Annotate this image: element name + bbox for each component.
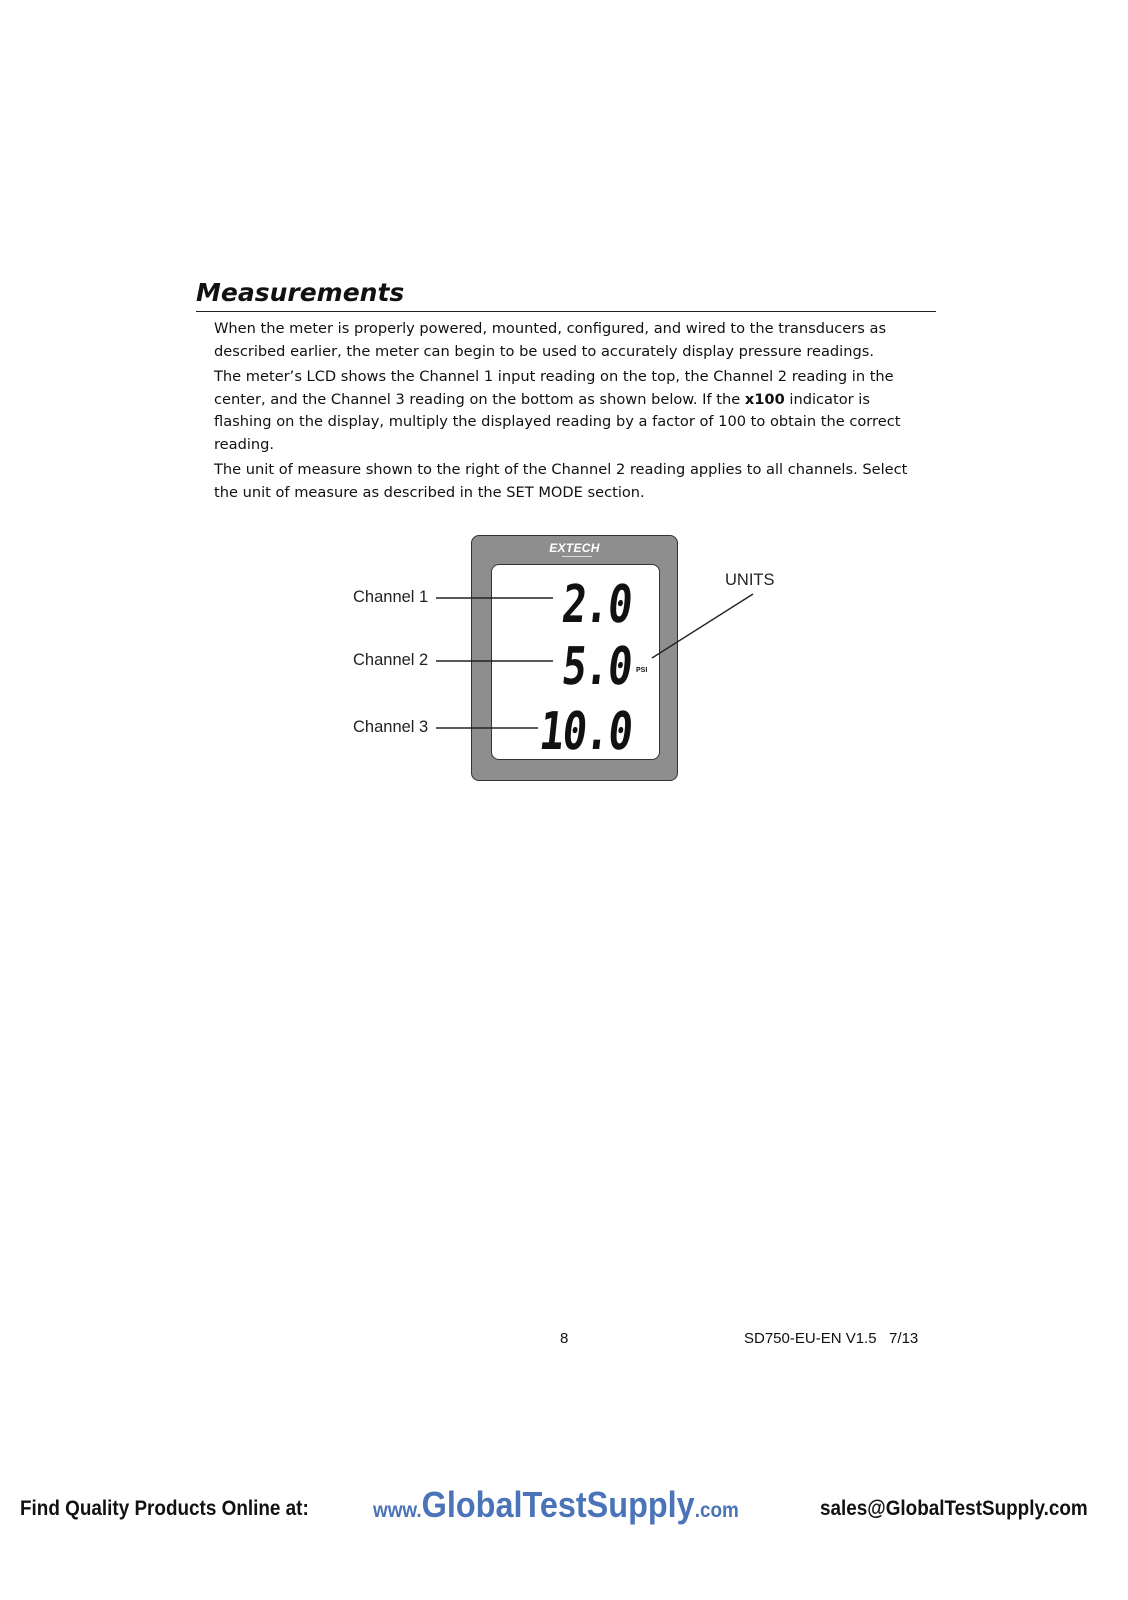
- channel-1-reading: 2.0: [559, 575, 635, 635]
- callout-channel-2: Channel 2: [353, 651, 429, 669]
- section-title: Measurements: [196, 276, 936, 312]
- paragraph-2-text-a: The meter’s LCD shows the Channel 1 input reading on the top, the Channel 2 reading in the center, and the Channel 3 reading on the bottom as shown below. If the: [214, 368, 894, 408]
- callout-units: UNITS: [725, 571, 775, 589]
- website-name: GlobalTestSupply: [421, 1484, 695, 1525]
- meter-illustration: [471, 535, 678, 781]
- lcd-display: [491, 564, 660, 760]
- website-suffix: .com: [694, 1499, 739, 1522]
- paragraph-3: The unit of measure shown to the right of the Channel 2 reading applies to all channels. Select the unit of measure as described in the SET MODE section.: [214, 461, 908, 501]
- footer-tagline: Find Quality Products Online at:: [20, 1497, 309, 1520]
- paragraph-2: [214, 366, 914, 456]
- callout-channel-3: Channel 3: [353, 718, 429, 736]
- callout-channel-1: Channel 1: [353, 588, 429, 606]
- footer-website-link[interactable]: [373, 1484, 739, 1526]
- document-id: SD750-EU-EN V1.5 7/13: [744, 1330, 919, 1347]
- footer-email-link[interactable]: sales@GlobalTestSupply.com: [820, 1497, 1088, 1520]
- brand-logo: EXTECH: [549, 541, 600, 555]
- paragraph-2-text-b: indicator is flashing on the display, multiply the displayed reading by a factor of 100 to obtain the correct reading.: [214, 390, 901, 453]
- website-prefix: www.: [373, 1499, 422, 1522]
- body-text: [214, 318, 914, 507]
- unit-indicator: PSI: [636, 667, 648, 674]
- paragraph-1: When the meter is properly powered, mounted, configured, and wired to the transducers as described earlier, the meter can begin to be used to accurately display pressure readings.: [214, 320, 887, 360]
- channel-2-reading: 5.0: [559, 637, 635, 697]
- page-number: 8: [560, 1330, 569, 1347]
- x100-indicator-label: x100: [744, 390, 785, 408]
- brand-logo-underline: [472, 556, 677, 558]
- channel-3-reading: 10.0: [536, 702, 635, 762]
